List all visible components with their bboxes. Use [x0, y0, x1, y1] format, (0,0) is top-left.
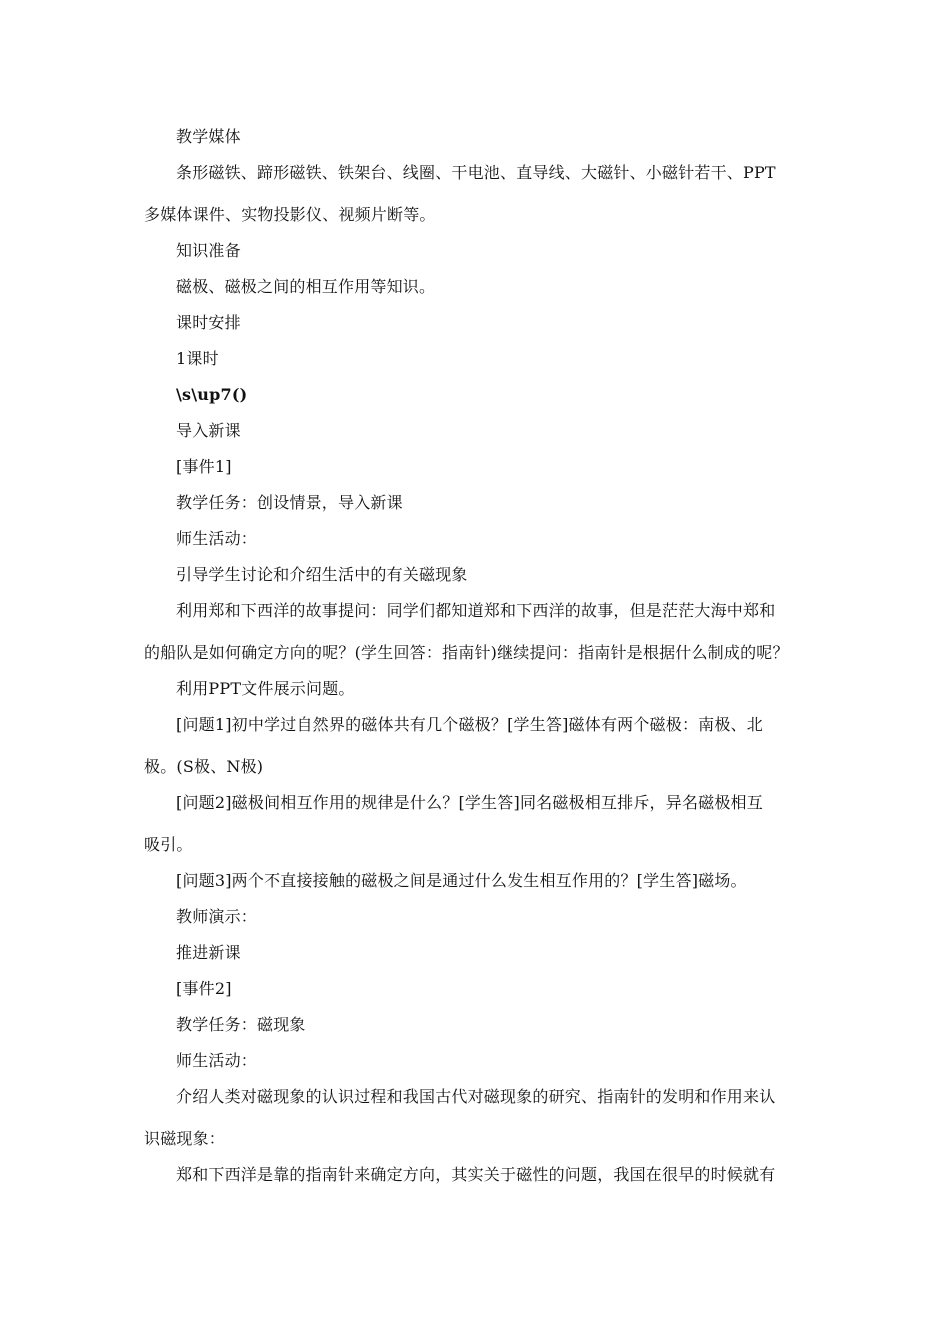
teacher-demo-label: 教师演示： [176, 907, 258, 926]
paragraph-compass: 郑和下西洋是靠的指南针来确定方向，其实关于磁性的问题，我国在很早的时候就有 [176, 1165, 776, 1184]
heading-teaching-media: 教学媒体 [176, 127, 241, 146]
paragraph-guide: 引导学生讨论和介绍生活中的有关磁现象 [176, 565, 468, 584]
paragraph-ppt: 利用PPT文件展示问题。 [176, 679, 355, 698]
event-label-2: [事件2] [176, 979, 232, 998]
field-code-text: \s\up7() [176, 385, 248, 404]
paragraph-media-list-cont: 多媒体课件、实物投影仪、视频片断等。 [144, 205, 436, 224]
heading-schedule: 课时安排 [176, 313, 241, 332]
question-2-cont: 吸引。 [144, 835, 193, 854]
activity-label-2: 师生活动： [176, 1051, 258, 1070]
paragraph-schedule: 1课时 [176, 349, 219, 368]
question-1: [问题1]初中学过自然界的磁体共有几个磁极？[学生答]磁体有两个磁极：南极、北 [176, 715, 763, 734]
paragraph-media-list: 条形磁铁、蹄形磁铁、铁架台、线圈、干电池、直导线、大磁针、小磁针若干、PPT [176, 163, 776, 182]
heading-knowledge-prep: 知识准备 [176, 241, 241, 260]
heading-intro: 导入新课 [176, 421, 241, 440]
heading-advance: 推进新课 [176, 943, 241, 962]
task-line-2: 教学任务：磁现象 [176, 1015, 306, 1034]
paragraph-history: 介绍人类对磁现象的认识过程和我国古代对磁现象的研究、指南针的发明和作用来认 [176, 1087, 776, 1106]
activity-label-1: 师生活动： [176, 529, 258, 548]
question-1-cont: 极。(S极、N极) [144, 757, 264, 776]
paragraph-zhenghe-cont: 的船队是如何确定方向的呢？(学生回答：指南针)继续提问：指南针是根据什么制成的呢？ [144, 643, 789, 662]
question-3: [问题3]两个不直接接触的磁极之间是通过什么发生相互作用的？[学生答]磁场。 [176, 871, 747, 890]
event-label-1: [事件1] [176, 457, 232, 476]
paragraph-knowledge: 磁极、磁极之间的相互作用等知识。 [176, 277, 436, 296]
question-2: [问题2]磁极间相互作用的规律是什么？[学生答]同名磁极相互排斥，异名磁极相互 [176, 793, 763, 812]
task-line-1: 教学任务：创设情景，导入新课 [176, 493, 403, 512]
paragraph-history-cont: 识磁现象： [144, 1129, 226, 1148]
paragraph-zhenghe: 利用郑和下西洋的故事提问：同学们都知道郑和下西洋的故事，但是茫茫大海中郑和 [176, 601, 776, 620]
